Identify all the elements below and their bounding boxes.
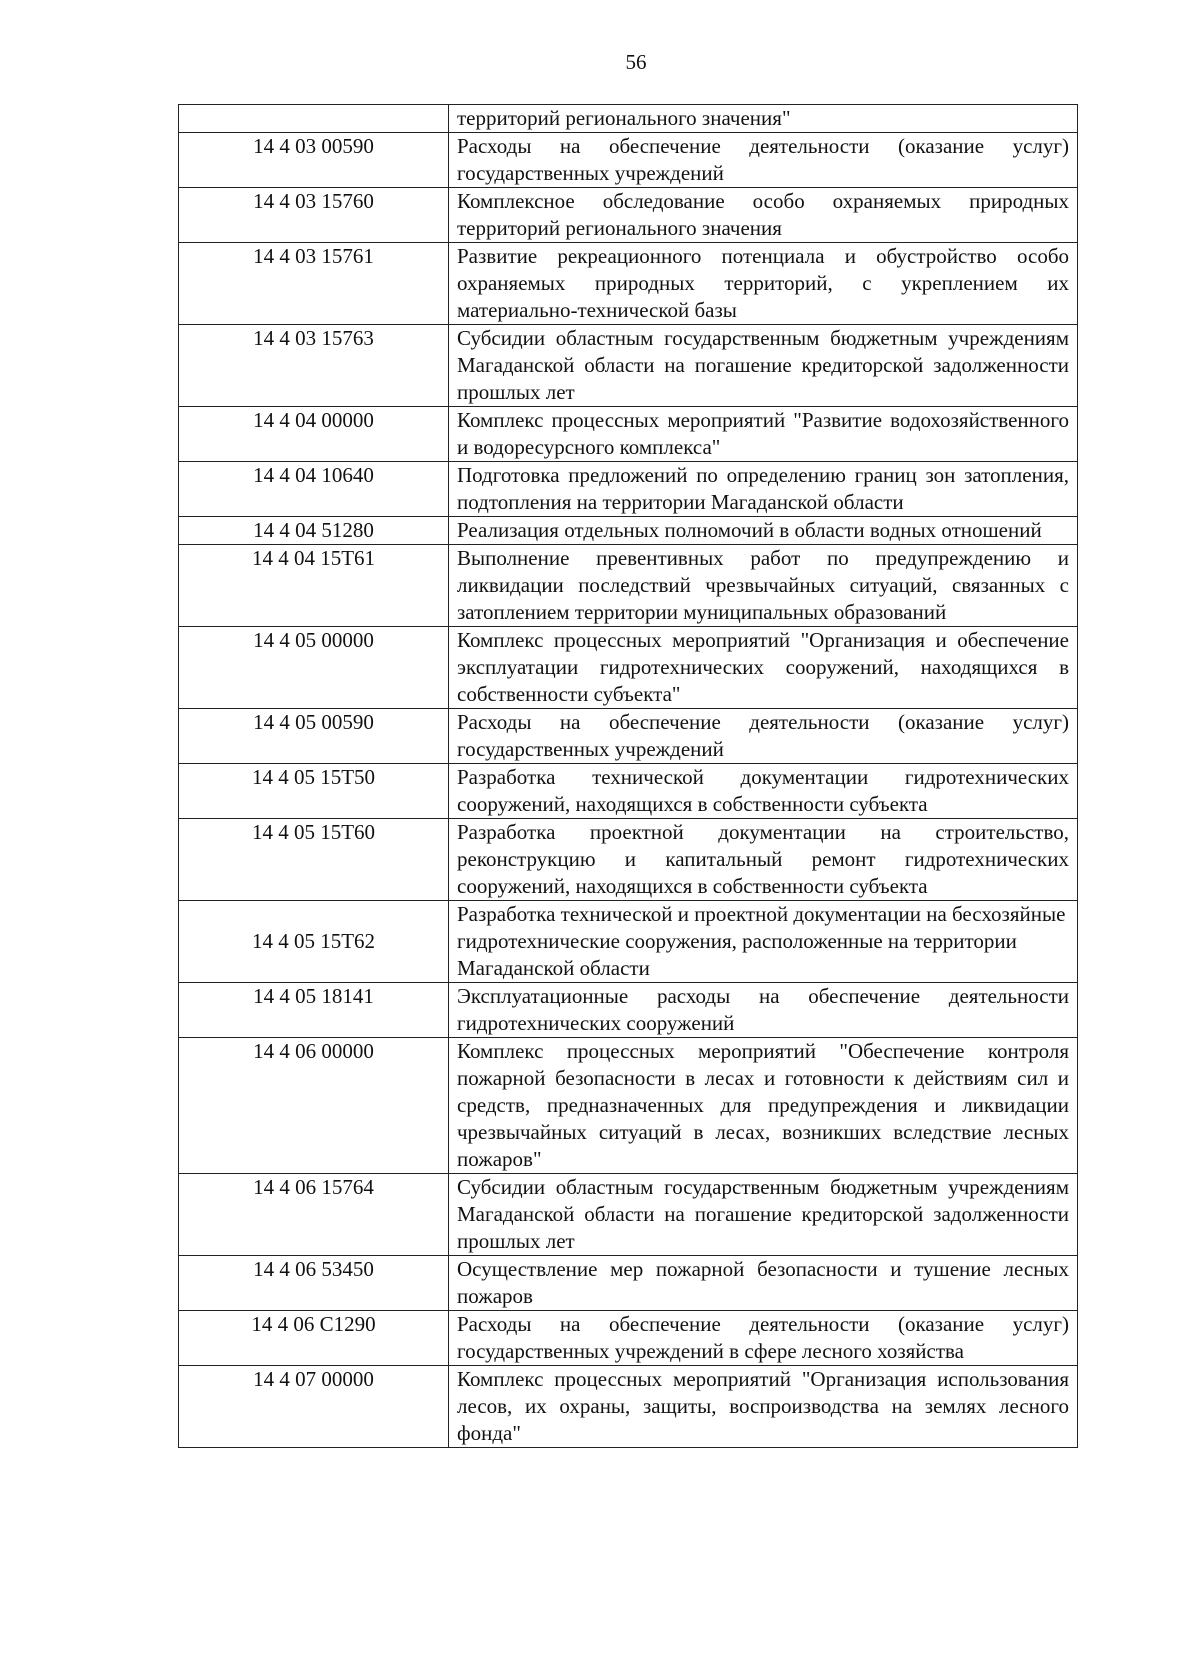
table-row	[179, 1038, 1078, 1174]
code-cell: 14 4 05 00590	[179, 709, 449, 764]
description-cell: Осуществление мер пожарной безопасности и тушение лесных пожаров	[449, 1256, 1078, 1311]
table-row	[179, 1311, 1078, 1366]
table-row	[179, 709, 1078, 764]
table-row	[179, 545, 1078, 627]
description-cell: Расходы на обеспечение деятельности (оказание услуг) государственных учреждений	[449, 133, 1078, 188]
page-number: 56	[625, 50, 647, 74]
code-cell: 14 4 06 53450	[179, 1256, 449, 1311]
code-cell: 14 4 03 15761	[179, 243, 449, 325]
description-cell: Расходы на обеспечение деятельности (оказание услуг) государственных учреждений в сфере лесного хозяйства	[449, 1311, 1078, 1366]
table-row	[179, 901, 1078, 983]
description-cell: Комплекс процессных мероприятий "Обеспечение контроля пожарной безопасности в лесах и готовности к действиям сил и средств, предназначенных для предупреждения и ликвидации чрезвычайных ситуаций в лесах, возникших вследствие лесных пожаров"	[449, 1038, 1078, 1174]
table-row	[179, 325, 1078, 407]
code-cell: 14 4 04 00000	[179, 407, 449, 462]
table-row	[179, 1256, 1078, 1311]
code-cell: 14 4 04 15Т61	[179, 545, 449, 627]
code-cell: 14 4 03 15760	[179, 188, 449, 243]
table-row	[179, 105, 1078, 133]
code-cell: 14 4 06 С1290	[179, 1311, 449, 1366]
description-cell: Комплекс процессных мероприятий "Организация использования лесов, их охраны, защиты, воспроизводства на землях лесного фонда"	[449, 1366, 1078, 1448]
table-row	[179, 983, 1078, 1038]
code-cell: 14 4 05 15Т60	[179, 819, 449, 901]
description-cell: Эксплуатационные расходы на обеспечение деятельности гидротехнических сооружений	[449, 983, 1078, 1038]
code-cell: 14 4 06 00000	[179, 1038, 449, 1174]
code-cell: 14 4 03 15763	[179, 325, 449, 407]
code-cell: 14 4 06 15764	[179, 1174, 449, 1256]
code-cell: 14 4 05 18141	[179, 983, 449, 1038]
code-cell: 14 4 05 15Т50	[179, 764, 449, 819]
description-cell: Комплекс процессных мероприятий "Организация и обеспечение эксплуатации гидротехнических сооружений, находящихся в собственности субъекта"	[449, 627, 1078, 709]
description-cell: Развитие рекреационного потенциала и обустройство особо охраняемых природных территорий, с укреплением их материально-технической базы	[449, 243, 1078, 325]
description-cell: Выполнение превентивных работ по предупреждению и ликвидации последствий чрезвычайных ситуаций, связанных с затоплением территории муниципальных образований	[449, 545, 1078, 627]
table-row	[179, 407, 1078, 462]
table-row	[179, 627, 1078, 709]
description-cell: Разработка проектной документации на строительство, реконструкцию и капитальный ремонт гидротехнических сооружений, находящихся в собственности субъекта	[449, 819, 1078, 901]
table-row	[179, 1366, 1078, 1448]
table-row	[179, 764, 1078, 819]
description-cell: Субсидии областным государственным бюджетным учреждениям Магаданской области на погашение кредиторской задолженности прошлых лет	[449, 1174, 1078, 1256]
table-row	[179, 1174, 1078, 1256]
code-cell: 14 4 04 10640	[179, 462, 449, 517]
table-row	[179, 243, 1078, 325]
description-cell: Комплекс процессных мероприятий "Развитие водохозяйственного и водоресурсного комплекса"	[449, 407, 1078, 462]
code-cell: 14 4 04 51280	[179, 517, 449, 545]
description-cell: территорий регионального значения"	[449, 105, 1078, 133]
description-cell: Подготовка предложений по определению границ зон затопления, подтопления на территории Магаданской области	[449, 462, 1078, 517]
description-cell: Субсидии областным государственным бюджетным учреждениям Магаданской области на погашение кредиторской задолженности прошлых лет	[449, 325, 1078, 407]
table-row	[179, 819, 1078, 901]
table-row	[179, 517, 1078, 545]
table-row	[179, 188, 1078, 243]
budget-code-table	[178, 104, 1078, 1448]
description-cell: Реализация отдельных полномочий в области водных отношений	[449, 517, 1078, 545]
description-cell: Разработка технической документации гидротехнических сооружений, находящихся в собственности субъекта	[449, 764, 1078, 819]
table-row	[179, 133, 1078, 188]
code-cell: 14 4 05 15Т62	[179, 901, 449, 983]
code-cell: 14 4 05 00000	[179, 627, 449, 709]
code-cell	[179, 105, 449, 133]
description-cell: Комплексное обследование особо охраняемых природных территорий регионального значения	[449, 188, 1078, 243]
table-row	[179, 462, 1078, 517]
description-cell: Расходы на обеспечение деятельности (оказание услуг) государственных учреждений	[449, 709, 1078, 764]
description-cell: Разработка технической и проектной документации на бесхозяйные гидротехнические сооружения, расположенные на территории Магаданской области	[449, 901, 1078, 983]
code-cell: 14 4 07 00000	[179, 1366, 449, 1448]
code-cell: 14 4 03 00590	[179, 133, 449, 188]
